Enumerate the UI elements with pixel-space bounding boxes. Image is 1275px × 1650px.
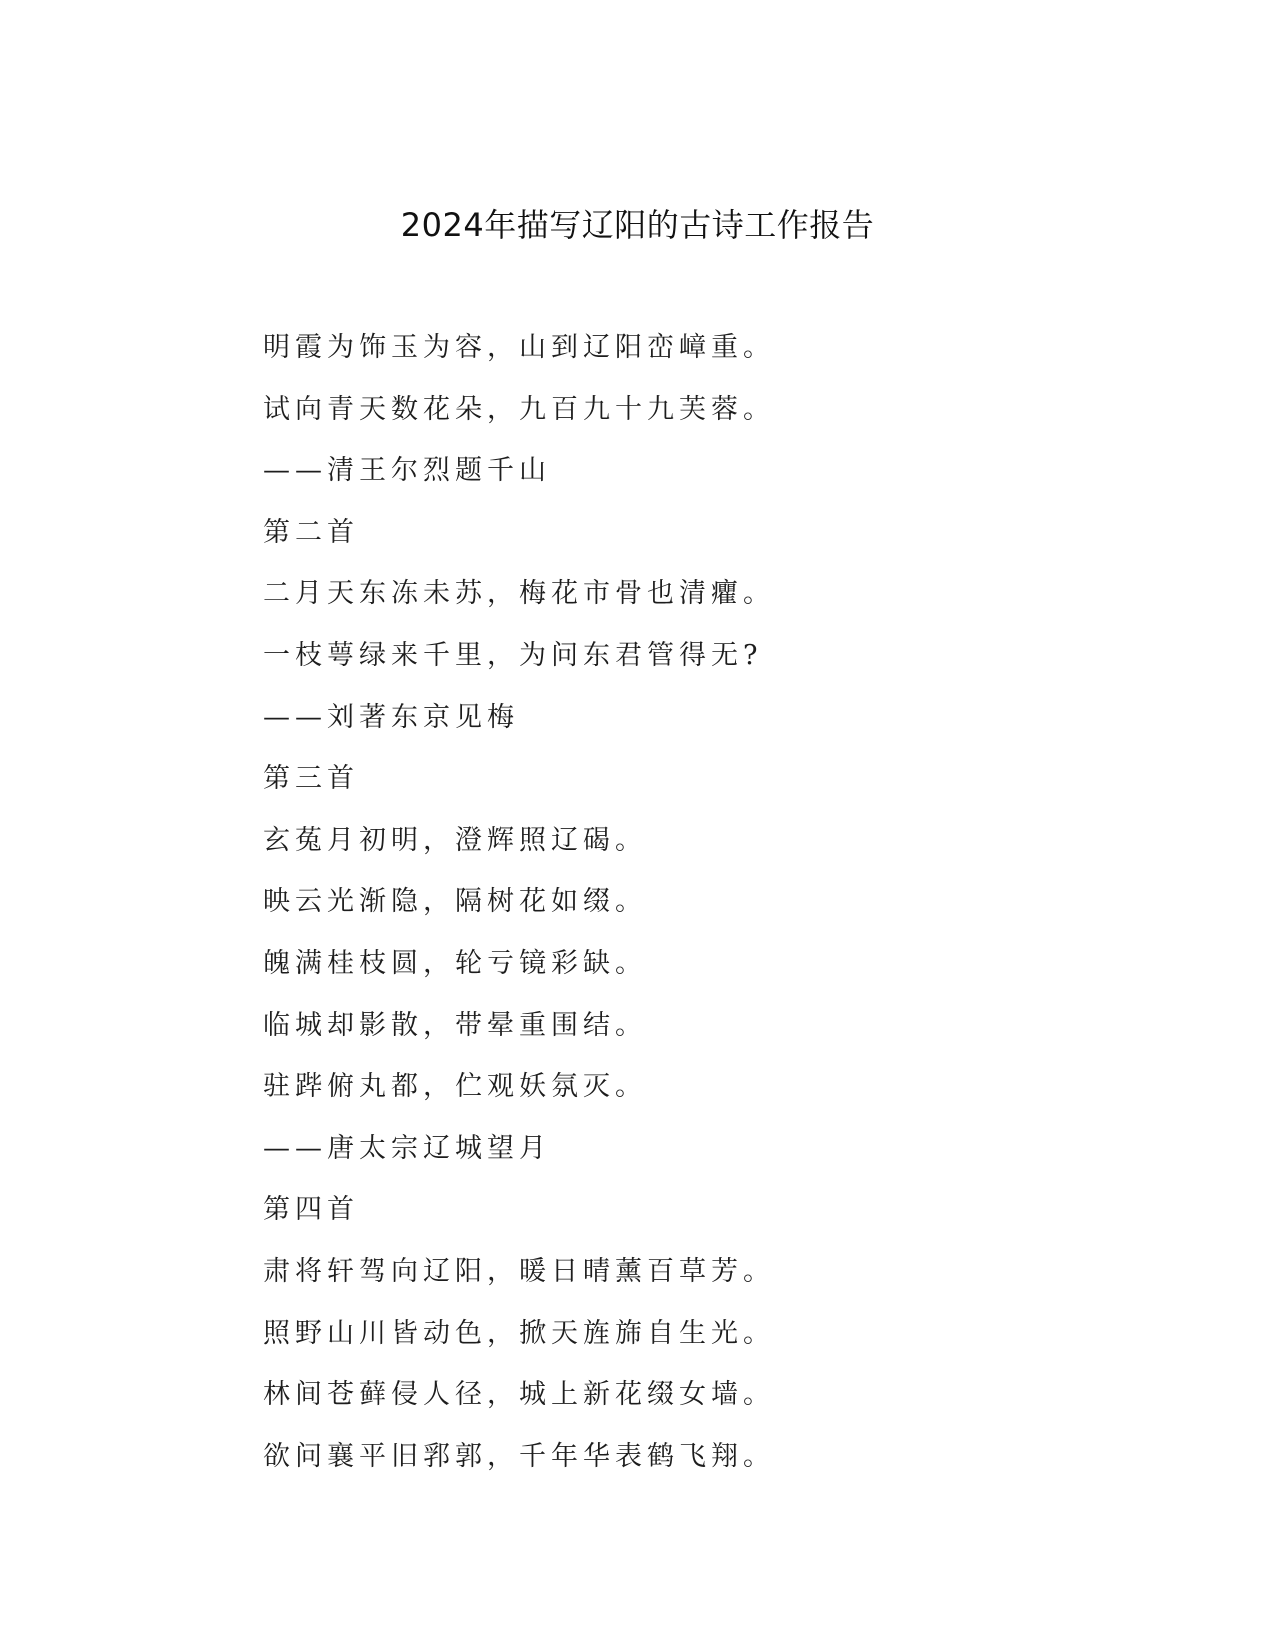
section-heading: 第四首 [263, 1194, 359, 1226]
text-line: 试向青天数花朵，九百九十九芙蓉。 [263, 393, 775, 425]
text-line: 映云光渐隐，隔树花如缀。 [263, 886, 647, 918]
text-line: 一枝萼绿来千里，为问东君管得无? [263, 639, 763, 671]
text-line: 临城却影散，带晕重围结。 [263, 1009, 647, 1041]
text-line: 欲问襄平旧郛郭，千年华表鹤飞翔。 [263, 1440, 775, 1472]
text-line: 明霞为饰玉为容，山到辽阳峦嶂重。 [263, 332, 775, 363]
section-heading: 第二首 [263, 516, 359, 548]
text-line: 照野山川皆动色，掀天旌旆自生光。 [263, 1317, 775, 1349]
text-line: 魄满桂枝圆，轮亏镜彩缺。 [263, 947, 647, 979]
attribution-line: ——清王尔烈题千山 [263, 455, 551, 487]
attribution-line: ——刘著东京见梅 [263, 701, 519, 733]
section-heading: 第三首 [263, 763, 359, 795]
text-line: 驻跸俯丸都，伫观妖氛灭。 [263, 1071, 647, 1103]
text-line: 玄菟月初明，澄辉照辽碣。 [263, 824, 647, 856]
text-line: 林间苍藓侵人径，城上新花缀女墙。 [263, 1379, 775, 1411]
text-line: 二月天东冻未苏，梅花市骨也清癯。 [263, 578, 775, 610]
attribution-line: ——唐太宗辽城望月 [263, 1132, 551, 1164]
poem-lines [263, 328, 1023, 1498]
document-title: 2024年描写辽阳的古诗工作报告 [400, 206, 875, 244]
text-line: 肃将轩驾向辽阳，暖日晴薰百草芳。 [263, 1255, 775, 1287]
